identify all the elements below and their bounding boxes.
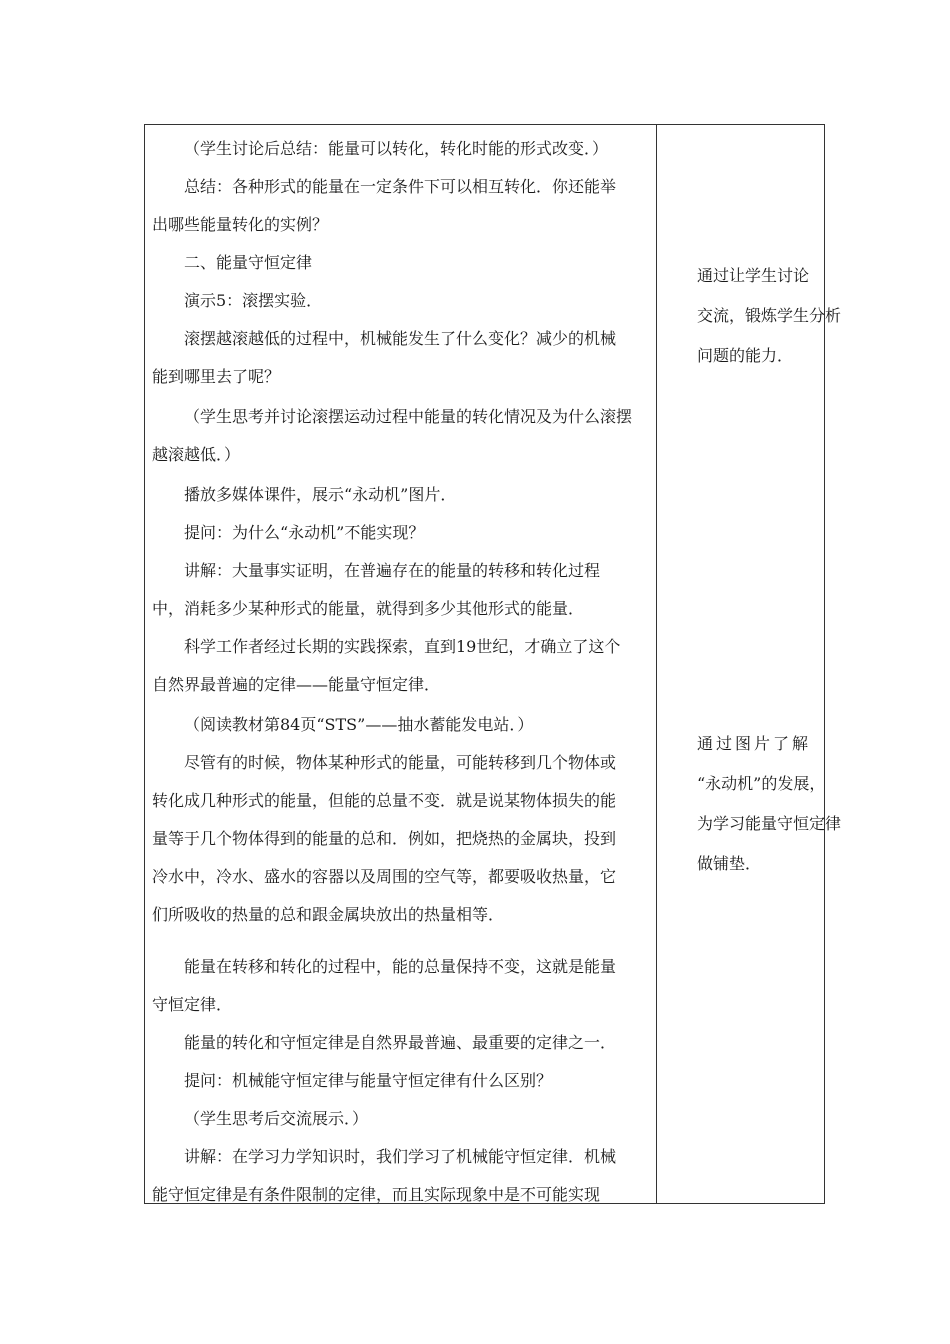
paragraph	[152, 476, 650, 514]
paragraph	[152, 514, 650, 552]
paragraph-line: 提问：机械能守恒定律与能量守恒定律有什么区别？	[184, 1071, 553, 1090]
paragraph-line: 播放多媒体课件，展示“永动机”图片．	[184, 485, 457, 504]
paragraph-line: 讲解：在学习力学知识时，我们学习了机械能守恒定律．机械	[184, 1147, 617, 1166]
paragraph-line: 能量在转移和转化的过程中，能的总量保持不变，这就是能量	[184, 957, 617, 976]
paragraph	[152, 282, 650, 320]
paragraph	[152, 744, 650, 934]
design-note-perpetual-motion	[665, 724, 842, 884]
design-note-discussion	[665, 256, 842, 376]
paragraph	[152, 168, 650, 244]
note-line: 通过让学生讨论	[697, 266, 810, 285]
paragraph-line: 二、能量守恒定律	[184, 253, 313, 272]
paragraph	[152, 130, 650, 168]
paragraph	[152, 1024, 650, 1062]
paragraph-line: （学生思考后交流展示．）	[184, 1109, 369, 1128]
note-line: 问题的能力．	[697, 346, 794, 365]
paragraph-line: 能到哪里去了呢？	[152, 367, 281, 386]
paragraph-line: 冷水中，冷水、盛水的容器以及周围的空气等，都要吸收热量，它	[152, 867, 617, 886]
paragraph	[152, 398, 650, 474]
paragraph-line: 守恒定律．	[152, 995, 233, 1014]
column-divider	[656, 124, 657, 1204]
paragraph-line: 们所吸收的热量的总和跟金属块放出的热量相等．	[152, 905, 505, 924]
paragraph-line: 能量的转化和守恒定律是自然界最普遍、最重要的定律之一．	[184, 1033, 617, 1052]
paragraph-line: 总结：各种形式的能量在一定条件下可以相互转化．你还能举	[184, 177, 617, 196]
paragraph-line: 能守恒定律是有条件限制的定律，而且实际现象中是不可能实现	[152, 1185, 601, 1204]
paragraph-line: 出哪些能量转化的实例？	[152, 215, 329, 234]
paragraph-line: 演示5：滚摆实验．	[184, 291, 323, 310]
paragraph-line: 滚摆越滚越低的过程中，机械能发生了什么变化？减少的机械	[184, 329, 617, 348]
paragraph-line: 中，消耗多少某种形式的能量，就得到多少其他形式的能量．	[152, 599, 585, 618]
paragraph-line: 提问：为什么“永动机”不能实现？	[184, 523, 425, 542]
paragraph	[152, 948, 650, 1024]
paragraph-line: 尽管有的时候，物体某种形式的能量，可能转移到几个物体或	[184, 753, 617, 772]
paragraph	[152, 1100, 650, 1138]
paragraph-line: 讲解：大量事实证明，在普遍存在的能量的转移和转化过程	[184, 561, 601, 580]
note-line: 做铺垫．	[697, 854, 762, 873]
paragraph-line: （学生讨论后总结：能量可以转化，转化时能的形式改变．）	[184, 139, 609, 158]
paragraph-line: （阅读教材第84页“STS”——抽水蓄能发电站．）	[184, 715, 534, 734]
paragraph	[152, 320, 650, 396]
paragraph	[152, 1138, 650, 1214]
paragraph-line: 越滚越低．）	[152, 445, 241, 464]
paragraph-line: 转化成几种形式的能量，但能的总量不变．就是说某物体损失的能	[152, 791, 617, 810]
paragraph	[152, 244, 650, 282]
paragraph-line: 自然界最普遍的定律——能量守恒定律．	[152, 675, 441, 694]
note-line: 交流，锻炼学生分析	[697, 306, 842, 325]
note-line: “永动机”的发展，	[697, 774, 826, 793]
paragraph	[152, 628, 650, 704]
paragraph	[152, 706, 650, 744]
paragraph-line: 量等于几个物体得到的能量的总和．例如，把烧热的金属块，投到	[152, 829, 617, 848]
paragraph	[152, 552, 650, 628]
note-line: 通过图片了解	[697, 734, 812, 753]
note-line: 为学习能量守恒定律	[697, 814, 842, 833]
paragraph	[152, 1062, 650, 1100]
paragraph-line: （学生思考并讨论滚摆运动过程中能量的转化情况及为什么滚摆	[184, 407, 633, 426]
paragraph-line: 科学工作者经过长期的实践探索，直到19世纪，才确立了这个	[184, 637, 621, 656]
